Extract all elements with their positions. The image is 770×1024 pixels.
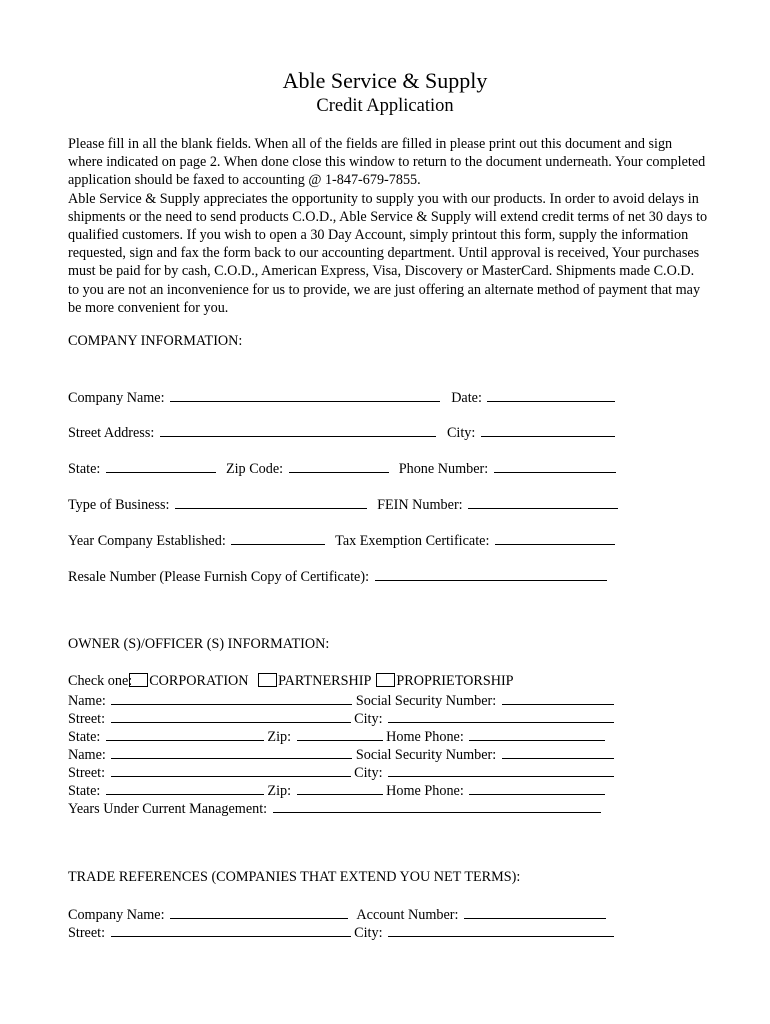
zip-code-label: Zip Code: bbox=[225, 461, 284, 477]
street-address-field[interactable] bbox=[160, 423, 436, 437]
tax-cert-label: Tax Exemption Certificate: bbox=[335, 533, 490, 549]
phone-label: Phone Number: bbox=[398, 461, 489, 477]
trade-street-field[interactable] bbox=[111, 923, 351, 937]
company-name-field[interactable] bbox=[170, 388, 440, 402]
page-subtitle: Credit Application bbox=[316, 96, 454, 116]
page-title: Able Service & Supply bbox=[282, 68, 488, 93]
city-label: City: bbox=[446, 425, 476, 441]
owner2-ssn-field[interactable] bbox=[502, 745, 614, 759]
owner2-street-row bbox=[68, 763, 614, 782]
year-established-row bbox=[68, 531, 615, 550]
owner2-zip-field[interactable] bbox=[297, 781, 383, 795]
resale-field[interactable] bbox=[375, 567, 607, 581]
owner2-city-label: City: bbox=[354, 765, 383, 781]
years-management-row bbox=[68, 799, 601, 818]
zip-code-field[interactable] bbox=[289, 459, 389, 473]
owner-heading: OWNER (S)/OFFICER (S) INFORMATION: bbox=[68, 636, 330, 652]
owner1-zip-label: Zip: bbox=[267, 729, 292, 745]
owner1-name-label: Name: bbox=[68, 693, 106, 709]
fein-label: FEIN Number: bbox=[377, 497, 463, 513]
resale-row bbox=[68, 567, 607, 586]
owner1-state-label: State: bbox=[68, 729, 101, 745]
city-field[interactable] bbox=[481, 423, 615, 437]
corporation-label: CORPORATION bbox=[149, 673, 249, 689]
phone-field[interactable] bbox=[494, 459, 616, 473]
owner1-home-phone-label: Home Phone: bbox=[386, 729, 464, 745]
resale-label: Resale Number (Please Furnish Copy of Certificate): bbox=[68, 569, 370, 585]
year-established-field[interactable] bbox=[231, 531, 325, 545]
proprietorship-label: PROPRIETORSHIP bbox=[396, 673, 514, 689]
state-field[interactable] bbox=[106, 459, 216, 473]
owner1-ssn-label: Social Security Number: bbox=[355, 693, 497, 709]
company-heading: COMPANY INFORMATION: bbox=[68, 333, 243, 349]
street-address-row bbox=[68, 423, 615, 442]
partnership-label: PARTNERSHIP bbox=[278, 673, 371, 689]
trade-heading: TRADE REFERENCES (COMPANIES THAT EXTEND YOU NET TERMS): bbox=[68, 869, 521, 885]
year-established-label: Year Company Established: bbox=[68, 533, 226, 549]
intro-paragraph-1: Please fill in all the blank fields. When all of the fields are filled in please print out this document and sign where indicated on page 2. When done close this window to return to the document underneath. Your completed application should be faxed to accounting @ 1-847-679-7855. bbox=[68, 136, 706, 189]
years-management-label: Years Under Current Management: bbox=[68, 801, 268, 817]
owner2-ssn-label: Social Security Number: bbox=[355, 747, 497, 763]
company-name-row bbox=[68, 388, 615, 407]
owner1-city-field[interactable] bbox=[388, 709, 614, 723]
owner2-city-field[interactable] bbox=[388, 763, 614, 777]
check-one-label: Check one: bbox=[68, 673, 133, 689]
owner2-name-label: Name: bbox=[68, 747, 106, 763]
owner2-name-row bbox=[68, 745, 614, 764]
trade-company-row bbox=[68, 905, 606, 924]
business-type-field[interactable] bbox=[175, 495, 367, 509]
fein-field[interactable] bbox=[468, 495, 618, 509]
date-label: Date: bbox=[451, 390, 482, 406]
trade-account-number-label: Account Number: bbox=[356, 907, 459, 923]
corporation-checkbox[interactable] bbox=[129, 673, 148, 687]
trade-street-label: Street: bbox=[68, 925, 106, 941]
owner2-name-field[interactable] bbox=[111, 745, 352, 759]
company-name-label: Company Name: bbox=[68, 390, 165, 406]
owner2-state-field[interactable] bbox=[106, 781, 264, 795]
owner1-name-row bbox=[68, 691, 614, 710]
owner1-street-row bbox=[68, 709, 614, 728]
owner1-street-field[interactable] bbox=[111, 709, 351, 723]
proprietorship-checkbox[interactable] bbox=[376, 673, 395, 687]
owner1-name-field[interactable] bbox=[111, 691, 352, 705]
check-one-row bbox=[68, 673, 514, 690]
state-row bbox=[68, 459, 616, 478]
years-management-field[interactable] bbox=[273, 799, 601, 813]
state-label: State: bbox=[68, 461, 101, 477]
date-field[interactable] bbox=[487, 388, 615, 402]
partnership-checkbox[interactable] bbox=[258, 673, 277, 687]
owner2-state-row bbox=[68, 781, 605, 800]
owner1-home-phone-field[interactable] bbox=[469, 727, 605, 741]
owner2-street-field[interactable] bbox=[111, 763, 351, 777]
trade-street-row bbox=[68, 923, 614, 942]
intro-paragraph-2: Able Service & Supply appreciates the opportunity to supply you with our products. In order to avoid delays in shipments or the need to send products C.O.D., Able Service & Supply will extend credit terms of net 30 days to qualified customers. If you wish to open a 30 Day Account, simply printout this form, supply the information requested, sign and fax the form back to our accounting department. Until approval is received, Your purchases must be paid for by cash, C.O.D., American Express, Visa, Discovery or MasterCard. Shipments made C.O.D. to you are not an inconvenience for us to provide, we are just offering an alternate method of payment that may be more convenient for you. bbox=[68, 190, 708, 316]
owner2-home-phone-field[interactable] bbox=[469, 781, 605, 795]
owner2-state-label: State: bbox=[68, 783, 101, 799]
trade-account-number-field[interactable] bbox=[464, 905, 606, 919]
owner1-zip-field[interactable] bbox=[297, 727, 383, 741]
trade-company-name-field[interactable] bbox=[170, 905, 348, 919]
owner1-state-row bbox=[68, 727, 605, 746]
owner1-city-label: City: bbox=[354, 711, 383, 727]
owner2-zip-label: Zip: bbox=[267, 783, 292, 799]
owner2-street-label: Street: bbox=[68, 765, 106, 781]
trade-city-label: City: bbox=[354, 925, 383, 941]
owner2-home-phone-label: Home Phone: bbox=[386, 783, 464, 799]
tax-cert-field[interactable] bbox=[495, 531, 615, 545]
street-address-label: Street Address: bbox=[68, 425, 155, 441]
trade-city-field[interactable] bbox=[388, 923, 614, 937]
owner1-street-label: Street: bbox=[68, 711, 106, 727]
business-type-label: Type of Business: bbox=[68, 497, 170, 513]
owner1-state-field[interactable] bbox=[106, 727, 264, 741]
owner1-ssn-field[interactable] bbox=[502, 691, 614, 705]
intro-text bbox=[68, 135, 708, 317]
business-type-row bbox=[68, 495, 618, 514]
trade-company-name-label: Company Name: bbox=[68, 907, 165, 923]
